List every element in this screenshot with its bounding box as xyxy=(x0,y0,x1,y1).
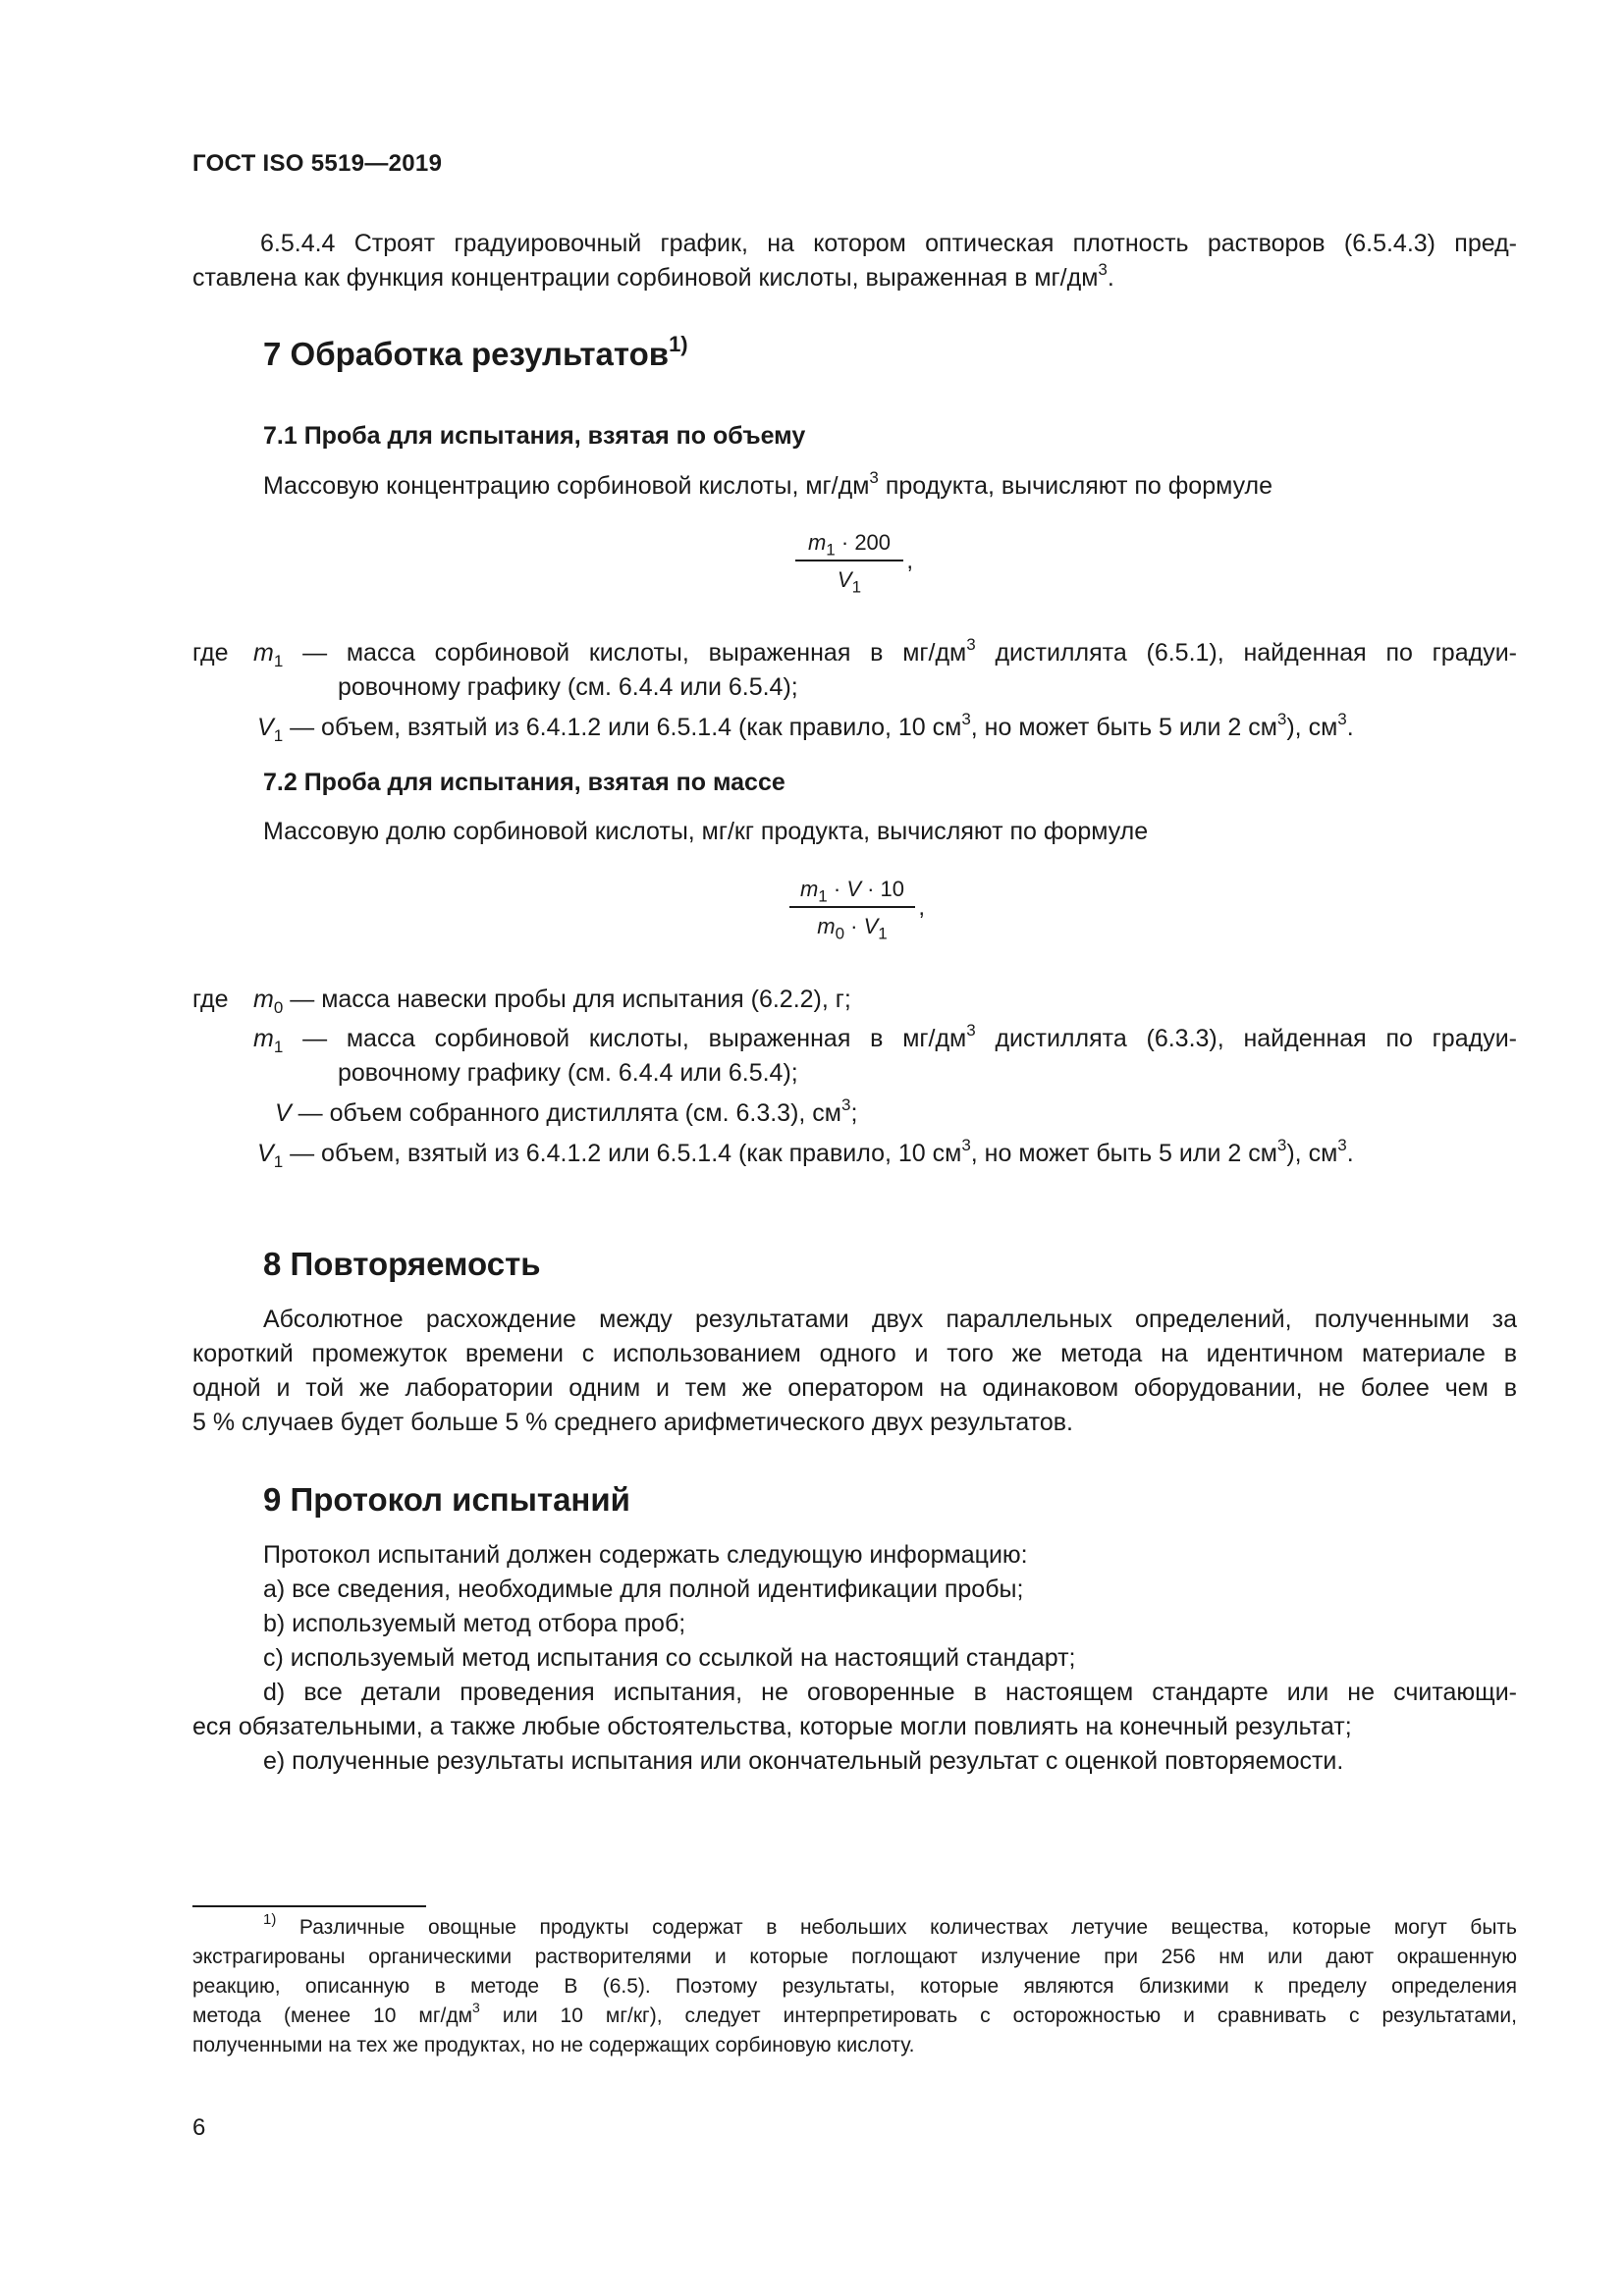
footnote-line-4: метода (менее 10 $мг/дм^3$ или 10 мг/кг), следует интерпретировать с осторожностью и сравнивать с результатами, xyxy=(192,2000,1517,2027)
formula-7-1 xyxy=(795,530,913,597)
formula-comma: , xyxy=(918,894,925,921)
section-9-title: 9 Протокол испытаний xyxy=(263,1481,630,1518)
page-number: 6 xyxy=(192,2114,206,2141)
s72-m1-line-2: ровочному графику (см. 6.4.4 или 6.5.4); xyxy=(338,1059,798,1087)
section-7-2-text: Массовую долю сорбиновой кислоты, мг/кг продукта, вычисляют по формуле xyxy=(263,818,1149,845)
section-9-item-b: b) используемый метод отбора проб; xyxy=(263,1610,686,1637)
s72-m0-line: $m_0$ — масса навески пробы для испытания (6.2.2), г; xyxy=(253,986,851,1017)
section-7-1-text: Массовую концентрацию сорбиновой кислоты, $мг/дм^3$ продукта, вычисляют по формуле xyxy=(263,467,1273,500)
document-header: ГОСТ ISO 5519—2019 xyxy=(192,150,443,177)
formula-comma: , xyxy=(906,548,913,574)
footnote-line-1: $^{1)}$ Различные овощные продукты содержат в небольших количествах летучие вещества, которые могут быть xyxy=(263,1911,1517,1939)
footnote-separator xyxy=(192,1905,426,1907)
intro-line-2: ставлена как функция концентрации сорбиновой кислоты, выраженная в $мг/дм^3$. xyxy=(192,259,1114,292)
section-7-title: 7 Обработка результатов$^{1)}$ xyxy=(263,332,688,372)
section-9-intro: Протокол испытаний должен содержать следующую информацию: xyxy=(263,1541,1028,1569)
section-8-line-4: 5 % случаев будет больше 5 % среднего арифметического двух результатов. xyxy=(192,1409,1073,1436)
section-8-line-1: Абсолютное расхождение между результатами двух параллельных определений, полученными за xyxy=(263,1306,1517,1333)
formula-7-2 xyxy=(789,877,925,943)
formula-7-1-denominator: $V_1$ xyxy=(837,567,862,597)
footnote-line-3: реакцию, описанную в методе В (6.5). Поэтому результаты, которые являются близкими к пределу определения xyxy=(192,1975,1517,1998)
s71-m1-line-2: ровочному графику (см. 6.4.4 или 6.5.4); xyxy=(338,673,798,701)
where-label: где xyxy=(192,639,229,667)
section-9-item-d-line-1: d) все детали проведения испытания, не оговоренные в настоящем стандарте или не считающи- xyxy=(263,1679,1517,1706)
section-7-1-title: 7.1 Проба для испытания, взятая по объему xyxy=(263,422,806,450)
footnote-line-2: экстрагированы органическими растворителями и которые поглощают излучение при 256 нм или дают окрашенную xyxy=(192,1946,1517,1968)
section-8-line-3: одной и той же лаборатории одним и тем же оператором на одинаковом оборудовании, не более чем в xyxy=(192,1374,1517,1402)
s72-v1-line: $V_1$ — объем, взятый из 6.4.1.2 или 6.5.1.4 (как правило, 10 $см^3$, но может быть 5 или 2 $см^3$), $см^3$. xyxy=(257,1135,1354,1171)
formula-7-2-numerator: $m_1 \cdot V \cdot 10$ xyxy=(799,877,905,906)
footnote-line-5: полученными на тех же продуктах, но не содержащих сорбиновую кислоту. xyxy=(192,2034,915,2056)
section-8-line-2: короткий промежуток времени с использованием одного и того же метода на идентичном материале в xyxy=(192,1340,1517,1367)
section-7-2-title: 7.2 Проба для испытания, взятая по массе xyxy=(263,769,785,796)
intro-line-1: 6.5.4.4 Строят градуировочный график, на котором оптическая плотность растворов (6.5.4.3) пред- xyxy=(260,230,1517,257)
section-9-item-d-line-2: еся обязательными, а также любые обстоятельства, которые могли повлиять на конечный результат; xyxy=(192,1713,1352,1740)
s71-v1-line: $V_1$ — объем, взятый из 6.4.1.2 или 6.5.1.4 (как правило, 10 $см^3$, но может быть 5 или 2 $см^3$), $см^3$. xyxy=(257,709,1354,745)
section-9-item-c: c) используемый метод испытания со ссылкой на настоящий стандарт; xyxy=(263,1644,1076,1672)
section-9-item-e: e) полученные результаты испытания или окончательный результат с оценкой повторяемости. xyxy=(263,1747,1344,1775)
section-8-title: 8 Повторяемость xyxy=(263,1246,541,1282)
formula-7-1-numerator: $m_1 \cdot 200$ xyxy=(807,530,892,560)
s72-m1-line-1: $m_1$ — масса сорбиновой кислоты, выраженная в $мг/дм^3$ дистиллята (6.3.3), найденная по градуи- xyxy=(253,1020,1517,1056)
s71-m1-line-1: $m_1$ — масса сорбиновой кислоты, выраженная в $мг/дм^3$ дистиллята (6.5.1), найденная по градуи- xyxy=(253,634,1517,670)
s72-v-line: V — объем собранного дистиллята (см. 6.3.3), $см^3$; xyxy=(275,1095,858,1127)
where-label: где xyxy=(192,986,229,1013)
section-9-item-a: a) все сведения, необходимые для полной идентификации пробы; xyxy=(263,1575,1024,1603)
formula-7-2-denominator: $m_0 \cdot V_1$ xyxy=(817,914,888,943)
